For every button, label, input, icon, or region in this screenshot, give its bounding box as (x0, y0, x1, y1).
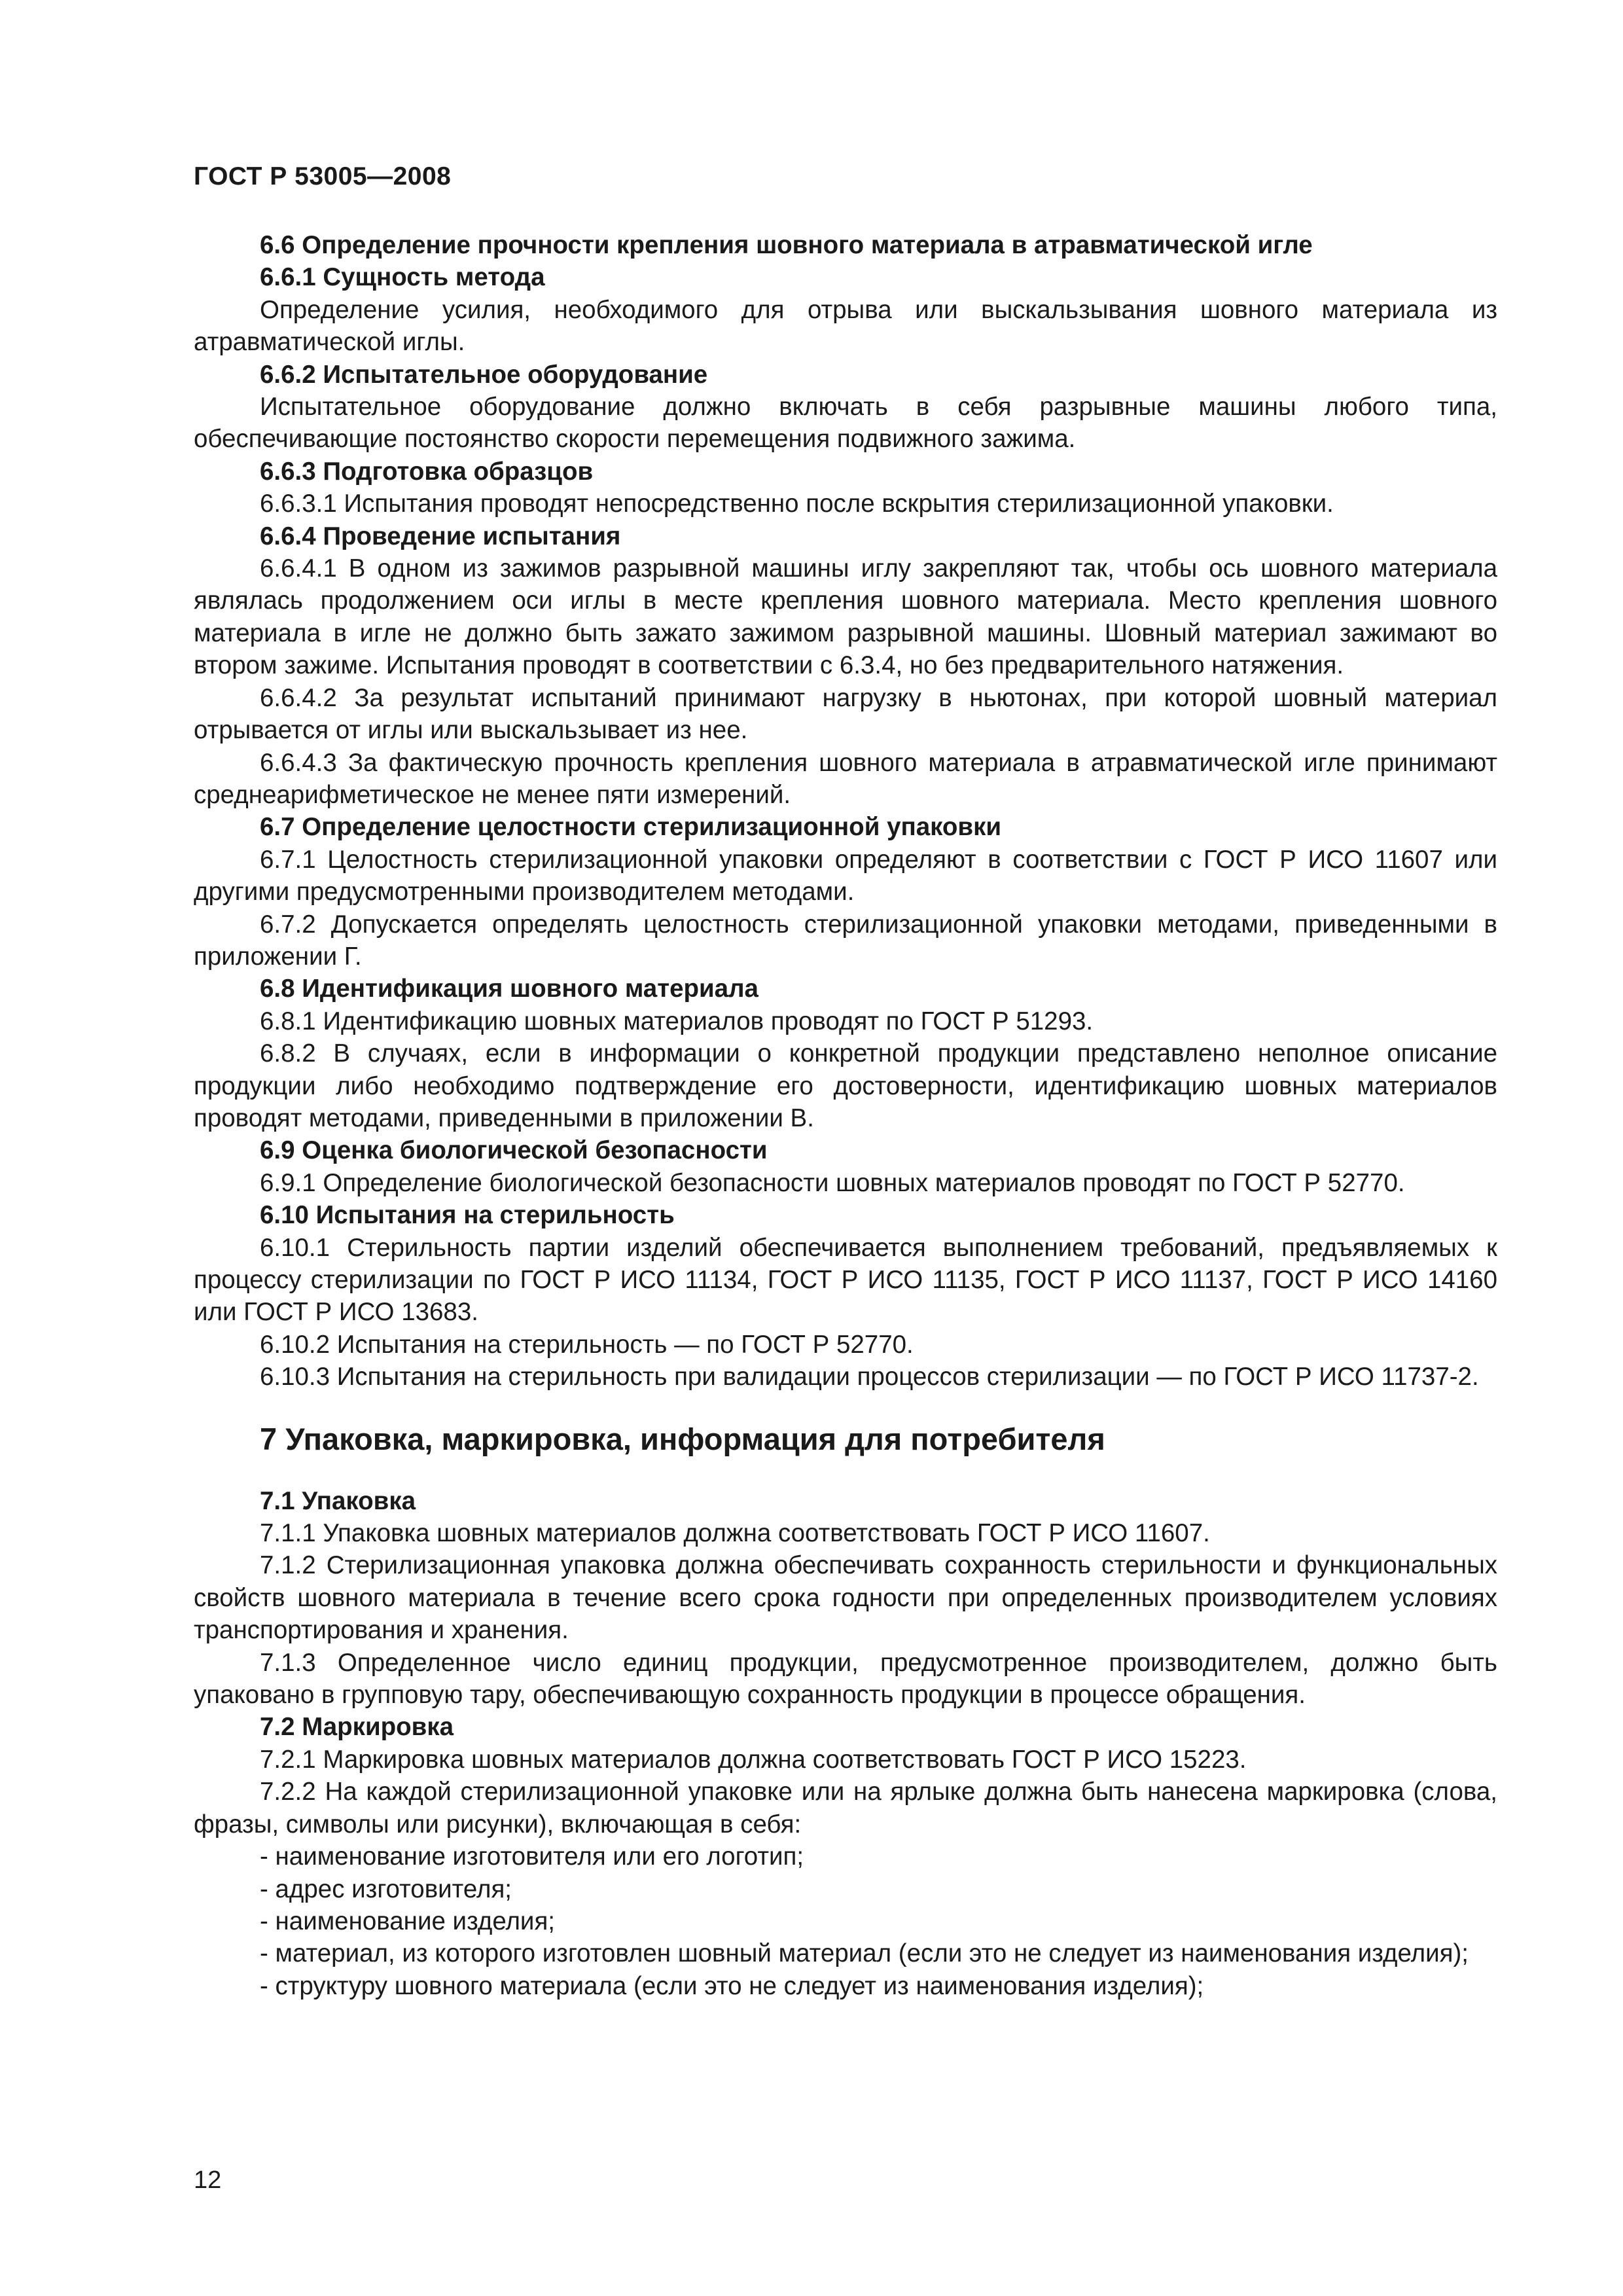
list-item: - материал, из которого изготовлен шовный материал (если это не следует из наименования изделия); (260, 1939, 1469, 1968)
paragraph: 6.8.2 В случаях, если в информации о конкретной продукции представлено неполное описание продукции либо необходимо подтверждение его достоверности, идентификацию шовных материалов проводят методами, приведенными в приложении В. (194, 1039, 1497, 1132)
paragraph: 6.6.4.2 За результат испытаний принимают нагрузку в ньютонах, при которой шовный материал отрывается от иглы или выскальзывает из нее. (194, 683, 1497, 745)
section-heading: 6.8 Идентификация шовного материала (260, 975, 758, 1003)
paragraph: 7.1.1 Упаковка шовных материалов должна соответствовать ГОСТ Р ИСО 11607. (260, 1519, 1210, 1548)
section-heading: 6.6.2 Испытательное оборудование (260, 360, 708, 389)
paragraph: 7.1.2 Стерилизационная упаковка должна обеспечивать сохранность стерильности и функциональных свойств шовного материала в течение всего срока годности при определенных производителем условиях транспортирования и хранения. (194, 1551, 1497, 1645)
section-heading: 6.6.3 Подготовка образцов (260, 457, 594, 486)
section-heading: 6.6.1 Сущность метода (260, 263, 545, 292)
section-heading: 7.2 Маркировка (260, 1713, 454, 1742)
list-item: - наименование изделия; (260, 1907, 555, 1935)
paragraph: Испытательное оборудование должно включать в себя разрывные машины любого типа, обеспечивающие постоянство скорости перемещения подвижного зажима. (194, 393, 1497, 454)
page-number: 12 (194, 2166, 222, 2194)
list-item: - структуру шовного материала (если это не следует из наименования изделия); (260, 1971, 1204, 2000)
section-heading: 6.10 Испытания на стерильность (260, 1201, 675, 1230)
section-heading: 7.1 Упаковка (260, 1486, 416, 1515)
section-heading: 6.6 Определение прочности крепления шовного материала в атравматической игле (260, 231, 1313, 259)
paragraph: 7.2.2 На каждой стерилизационной упаковке или на ярлыке должна быть нанесена маркировка (слова, фразы, символы или рисунки), включающая в себя: (194, 1778, 1497, 1839)
chapter-heading: 7 Упаковка, маркировка, информация для потребителя (260, 1421, 1105, 1456)
section-heading: 6.6.4 Проведение испытания (260, 522, 621, 550)
paragraph: 7.1.3 Определенное число единиц продукции, предусмотренное производителем, должно быть упаковано в групповую тару, обеспечивающую сохранность продукции в процессе обращения. (194, 1648, 1497, 1710)
list-item: - адрес изготовителя; (260, 1874, 512, 1903)
paragraph: 6.9.1 Определение биологической безопасности шовных материалов проводят по ГОСТ Р 52770. (260, 1168, 1405, 1197)
paragraph: 6.6.4.3 За фактическую прочность крепления шовного материала в атравматической игле принимают среднеарифметическое не менее пяти измерений. (194, 748, 1497, 809)
paragraph: 6.6.3.1 Испытания проводят непосредственно после вскрытия стерилизационной упаковки. (260, 490, 1334, 518)
paragraph: 6.10.3 Испытания на стерильность при валидации процессов стерилизации — по ГОСТ Р ИСО 11737-2. (260, 1363, 1479, 1391)
paragraph: 6.6.4.1 В одном из зажимов разрывной машины иглу закрепляют так, чтобы ось шовного материала являлась продолжением оси иглы в месте крепления шовного материала. Место крепления шовного материала в игле не должно быть зажато зажимом разрывной машины. Шовный материал зажимают во втором зажиме. Испытания проводят в соответствии с 6.3.4, но без предварительного натяжения. (194, 554, 1497, 680)
section-heading: 6.7 Определение целостности стерилизационной упаковки (260, 813, 1002, 842)
section-heading: 6.9 Оценка биологической безопасности (260, 1136, 768, 1165)
paragraph: 6.8.1 Идентификацию шовных материалов проводят по ГОСТ Р 51293. (260, 1007, 1094, 1035)
paragraph: Определение усилия, необходимого для отрыва или выскальзывания шовного материала из атравматической иглы. (194, 295, 1497, 357)
document-id: ГОСТ Р 53005—2008 (194, 162, 452, 190)
document-body (194, 229, 1497, 2002)
paragraph: 6.7.2 Допускается определять целостность стерилизационной упаковки методами, приведенными в приложении Г. (194, 910, 1497, 971)
paragraph: 6.10.1 Стерильность партии изделий обеспечивается выполнением требований, предъявляемых к процессу стерилизации по ГОСТ Р ИСО 11134, ГОСТ Р ИСО 11135, ГОСТ Р ИСО 11137, ГОСТ Р ИСО 14160 или ГОСТ Р ИСО 13683. (194, 1233, 1497, 1327)
paragraph: 6.10.2 Испытания на стерильность — по ГОСТ Р 52770. (260, 1330, 914, 1359)
paragraph: 7.2.1 Маркировка шовных материалов должна соответствовать ГОСТ Р ИСО 15223. (260, 1745, 1247, 1774)
list-item: - наименование изготовителя или его логотип; (260, 1842, 804, 1871)
paragraph: 6.7.1 Целостность стерилизационной упаковки определяют в соответствии с ГОСТ Р ИСО 11607 или другими предусмотренными производителем методами. (194, 845, 1497, 906)
